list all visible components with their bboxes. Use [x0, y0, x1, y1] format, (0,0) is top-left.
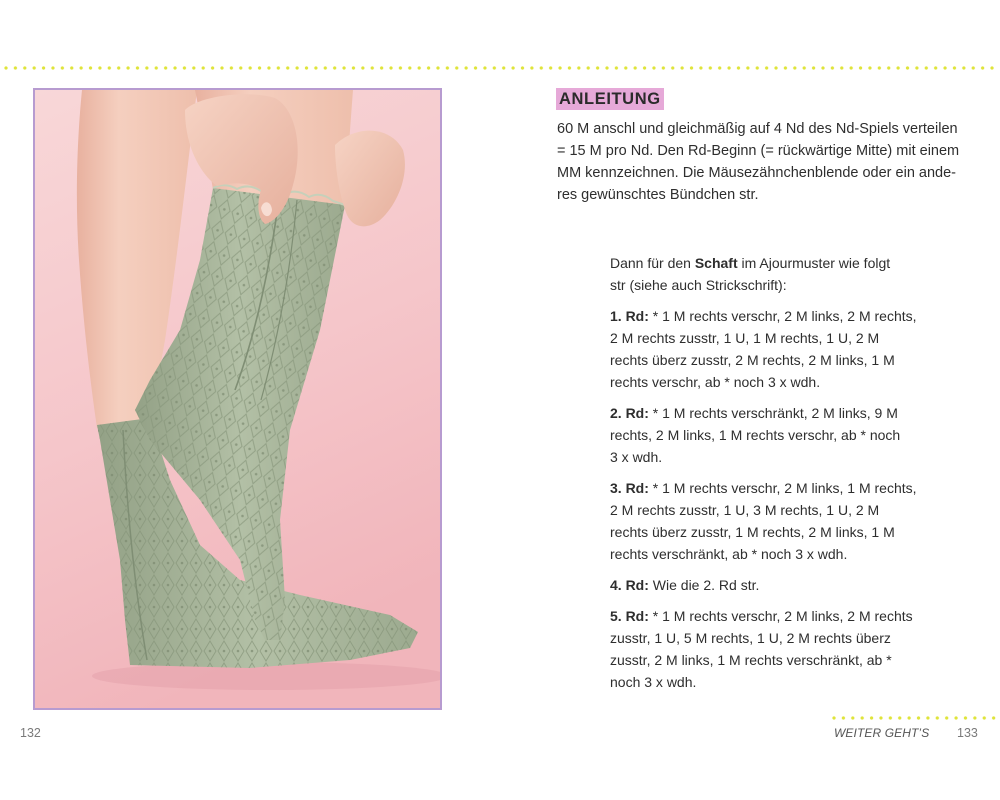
intro-line: = 15 M pro Nd. Den Rd-Beginn (= rückwärtige Mitte) mit einem — [557, 143, 960, 159]
instruction-line: rechts, 2 M links, 1 M rechts verschr, ab * noch — [610, 427, 901, 443]
round-5 — [610, 605, 917, 693]
instruction-line: noch 3 x wdh. — [610, 674, 697, 690]
instruction-line: rechts überz zusstr, 1 M rechts, 2 M links, 1 M — [610, 524, 895, 540]
right-page-number: 133 — [957, 726, 978, 740]
left-page-number: 132 — [20, 726, 41, 740]
intro-line: 60 M anschl und gleichmäßig auf 4 Nd des Nd-Spiels verteilen — [557, 121, 958, 137]
text-segment: im Ajourmuster wie folgt — [741, 255, 891, 271]
instruction-line: 3 x wdh. — [610, 449, 663, 465]
round-1 — [610, 305, 917, 393]
sock-photo — [33, 88, 442, 710]
round-label: 1. Rd: — [610, 308, 649, 324]
instruction-line: zusstr, 2 M links, 1 M rechts verschränkt, ab * — [610, 652, 892, 668]
text-segment: * 1 M rechts verschränkt, 2 M links, 9 M — [652, 405, 898, 421]
instruction-line — [610, 305, 917, 327]
instruction-line — [610, 402, 917, 424]
instruction-line — [610, 477, 917, 499]
running-title: WEITER GEHT’S — [834, 726, 930, 740]
round-3 — [610, 477, 917, 565]
top-dotted-rule — [4, 66, 998, 70]
intro-paragraph — [557, 118, 959, 206]
instruction-line: str (siehe auch Strickschrift): — [610, 277, 787, 293]
text-segment: * 1 M rechts verschr, 2 M links, 1 M rechts, — [652, 480, 917, 496]
round-label: 4. Rd: — [610, 577, 649, 593]
instruction-line: 2 M rechts zusstr, 1 U, 3 M rechts, 1 U, 2 M — [610, 502, 880, 518]
round-2 — [610, 402, 917, 468]
instruction-line — [610, 252, 917, 274]
instruction-line: rechts verschr, ab * noch 3 x wdh. — [610, 374, 821, 390]
section-heading: ANLEITUNG — [556, 88, 664, 110]
round-label: 2. Rd: — [610, 405, 649, 421]
instruction-line — [610, 574, 917, 596]
pattern-instructions — [610, 252, 917, 693]
text-segment: * 1 M rechts verschr, 2 M links, 2 M rechts, — [652, 308, 917, 324]
text-segment: Dann für den — [610, 255, 691, 271]
intro-line: MM kennzeichnen. Die Mäusezähnchenblende oder ein ande- — [557, 165, 957, 181]
instruction-line: rechts verschränkt, ab * noch 3 x wdh. — [610, 546, 848, 562]
round-4 — [610, 574, 917, 596]
instruction-line: rechts überz zusstr, 2 M rechts, 2 M links, 1 M — [610, 352, 895, 368]
round-label: 3. Rd: — [610, 480, 649, 496]
footer-dotted-rule — [832, 716, 998, 720]
instruction-line — [610, 605, 917, 627]
text-segment: Wie die 2. Rd str. — [652, 577, 760, 593]
photo-canvas — [35, 90, 440, 708]
instruction-line: 2 M rechts zusstr, 1 U, 1 M rechts, 1 U, 2 M — [610, 330, 880, 346]
intro-line: res gewünschtes Bündchen str. — [557, 187, 759, 203]
schaft-keyword: Schaft — [694, 255, 738, 271]
instruction-line: zusstr, 1 U, 5 M rechts, 1 U, 2 M rechts überz — [610, 630, 891, 646]
text-segment: * 1 M rechts verschr, 2 M links, 2 M rechts — [652, 608, 913, 624]
round-label: 5. Rd: — [610, 608, 649, 624]
schaft-paragraph — [610, 252, 917, 296]
